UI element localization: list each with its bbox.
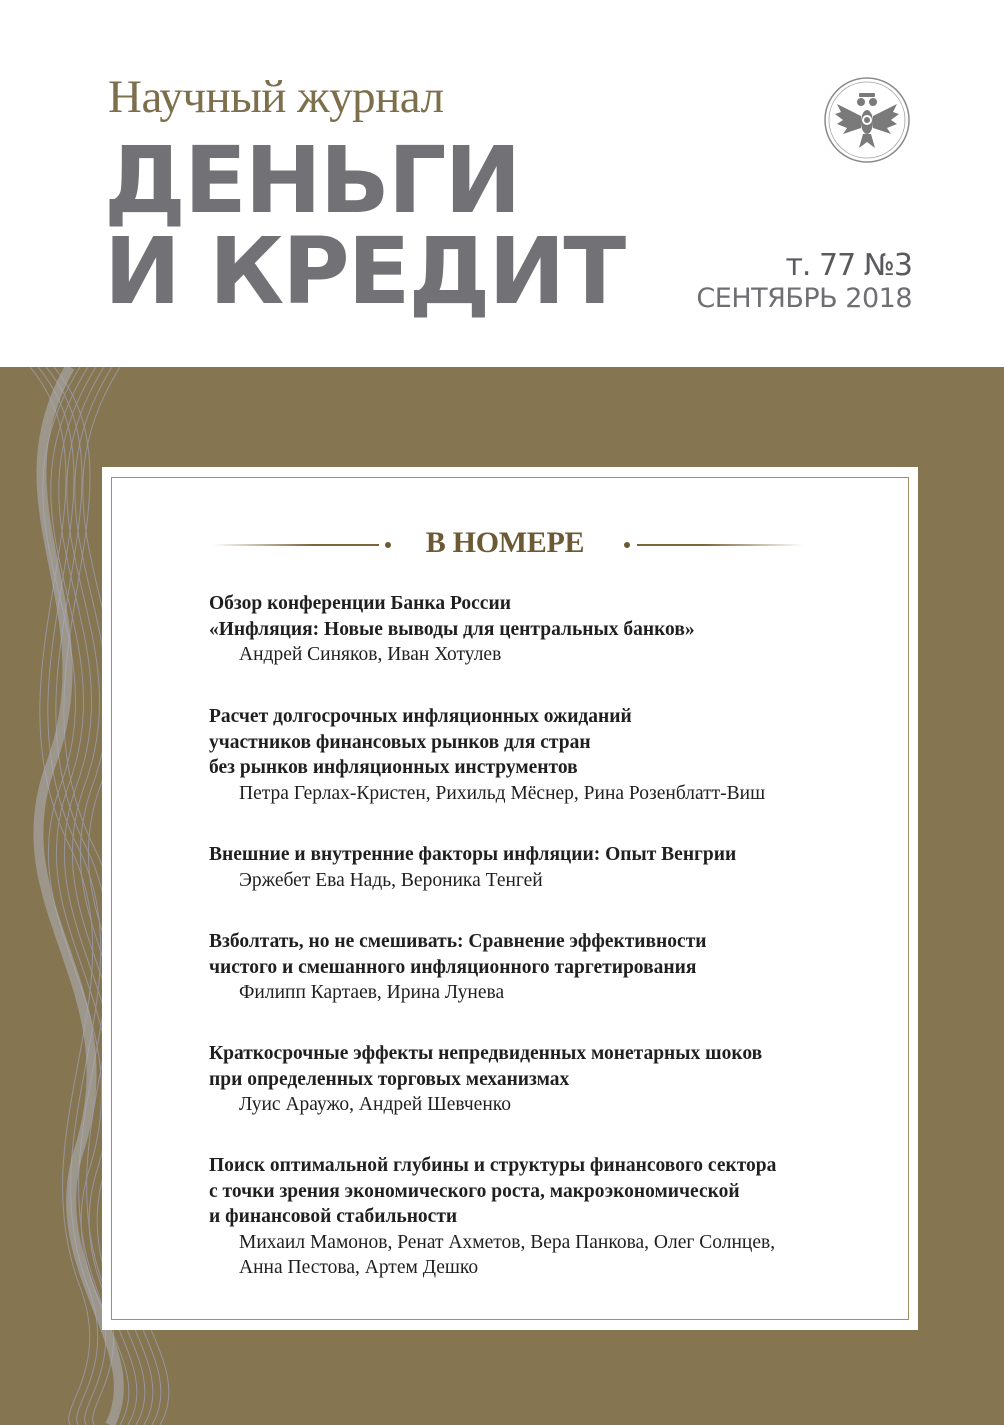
article-1[interactable] — [209, 591, 869, 668]
article-title-line: чистого и смешанного инфляционного таргетирования — [209, 956, 697, 978]
article-authors: Андрей Синяков, Иван Хотулев — [239, 644, 502, 665]
article-authors: Михаил Мамонов, Ренат Ахметов, Вера Панкова, Олег Солнцев, — [239, 1231, 776, 1253]
article-3[interactable] — [209, 842, 869, 893]
article-authors: Филипп Картаев, Ирина Лунева — [239, 982, 505, 1003]
volume-issue: т. 77 №3 — [785, 248, 912, 283]
journal-title-line-1: ДЕНЬГИ — [104, 127, 520, 234]
article-6[interactable] — [209, 1153, 869, 1281]
article-authors: Анна Пестова, Артем Дешко — [239, 1257, 479, 1278]
issue-date: СЕНТЯБРЬ 2018 — [696, 283, 912, 314]
article-title-line: при определенных торговых механизмах — [209, 1068, 570, 1090]
article-title-line: и финансовой стабильности — [209, 1206, 458, 1227]
contents-heading: В НОМЕРЕ — [425, 526, 585, 559]
heading-dot-right — [624, 542, 630, 548]
article-title-line: участников финансовых рынков для стран — [209, 731, 591, 753]
article-title-line: Внешние и внутренние факторы инфляции: Опыт Венгрии — [209, 844, 737, 865]
heading-rule-left — [213, 544, 379, 546]
article-title-line: Обзор конференции Банка России — [209, 593, 511, 614]
article-authors: Луис Араужо, Андрей Шевченко — [239, 1094, 512, 1115]
article-title-line: Расчет долгосрочных инфляционных ожиданий — [209, 706, 632, 727]
article-authors: Петра Герлах-Кристен, Рихильд Мёснер, Рина Розенблатт-Виш — [239, 782, 766, 804]
article-2[interactable] — [209, 704, 869, 806]
journal-title-line-2: И КРЕДИТ — [104, 218, 625, 325]
cover-header — [0, 0, 1004, 367]
article-title-line: с точки зрения экономического роста, макроэкономической — [209, 1180, 740, 1202]
heading-dot-left — [385, 542, 391, 548]
article-5[interactable] — [209, 1041, 869, 1118]
article-title-line: Взболтать, но не смешивать: Сравнение эффективности — [209, 931, 707, 952]
article-4[interactable] — [209, 929, 869, 1006]
article-title-line: Поиск оптимальной глубины и структуры финансового сектора — [209, 1155, 777, 1176]
article-title-line: «Инфляция: Новые выводы для центральных банков» — [209, 618, 695, 640]
journal-subtitle: Научный журнал — [108, 71, 444, 123]
article-authors: Эржебет Ева Надь, Вероника Тенгей — [239, 869, 543, 891]
article-title-line: Краткосрочные эффекты непредвиденных монетарных шоков — [209, 1043, 763, 1064]
article-title-line: без рынков инфляционных инструментов — [209, 757, 578, 778]
heading-rule-right — [637, 544, 803, 546]
eagle-seal-icon — [823, 76, 911, 164]
